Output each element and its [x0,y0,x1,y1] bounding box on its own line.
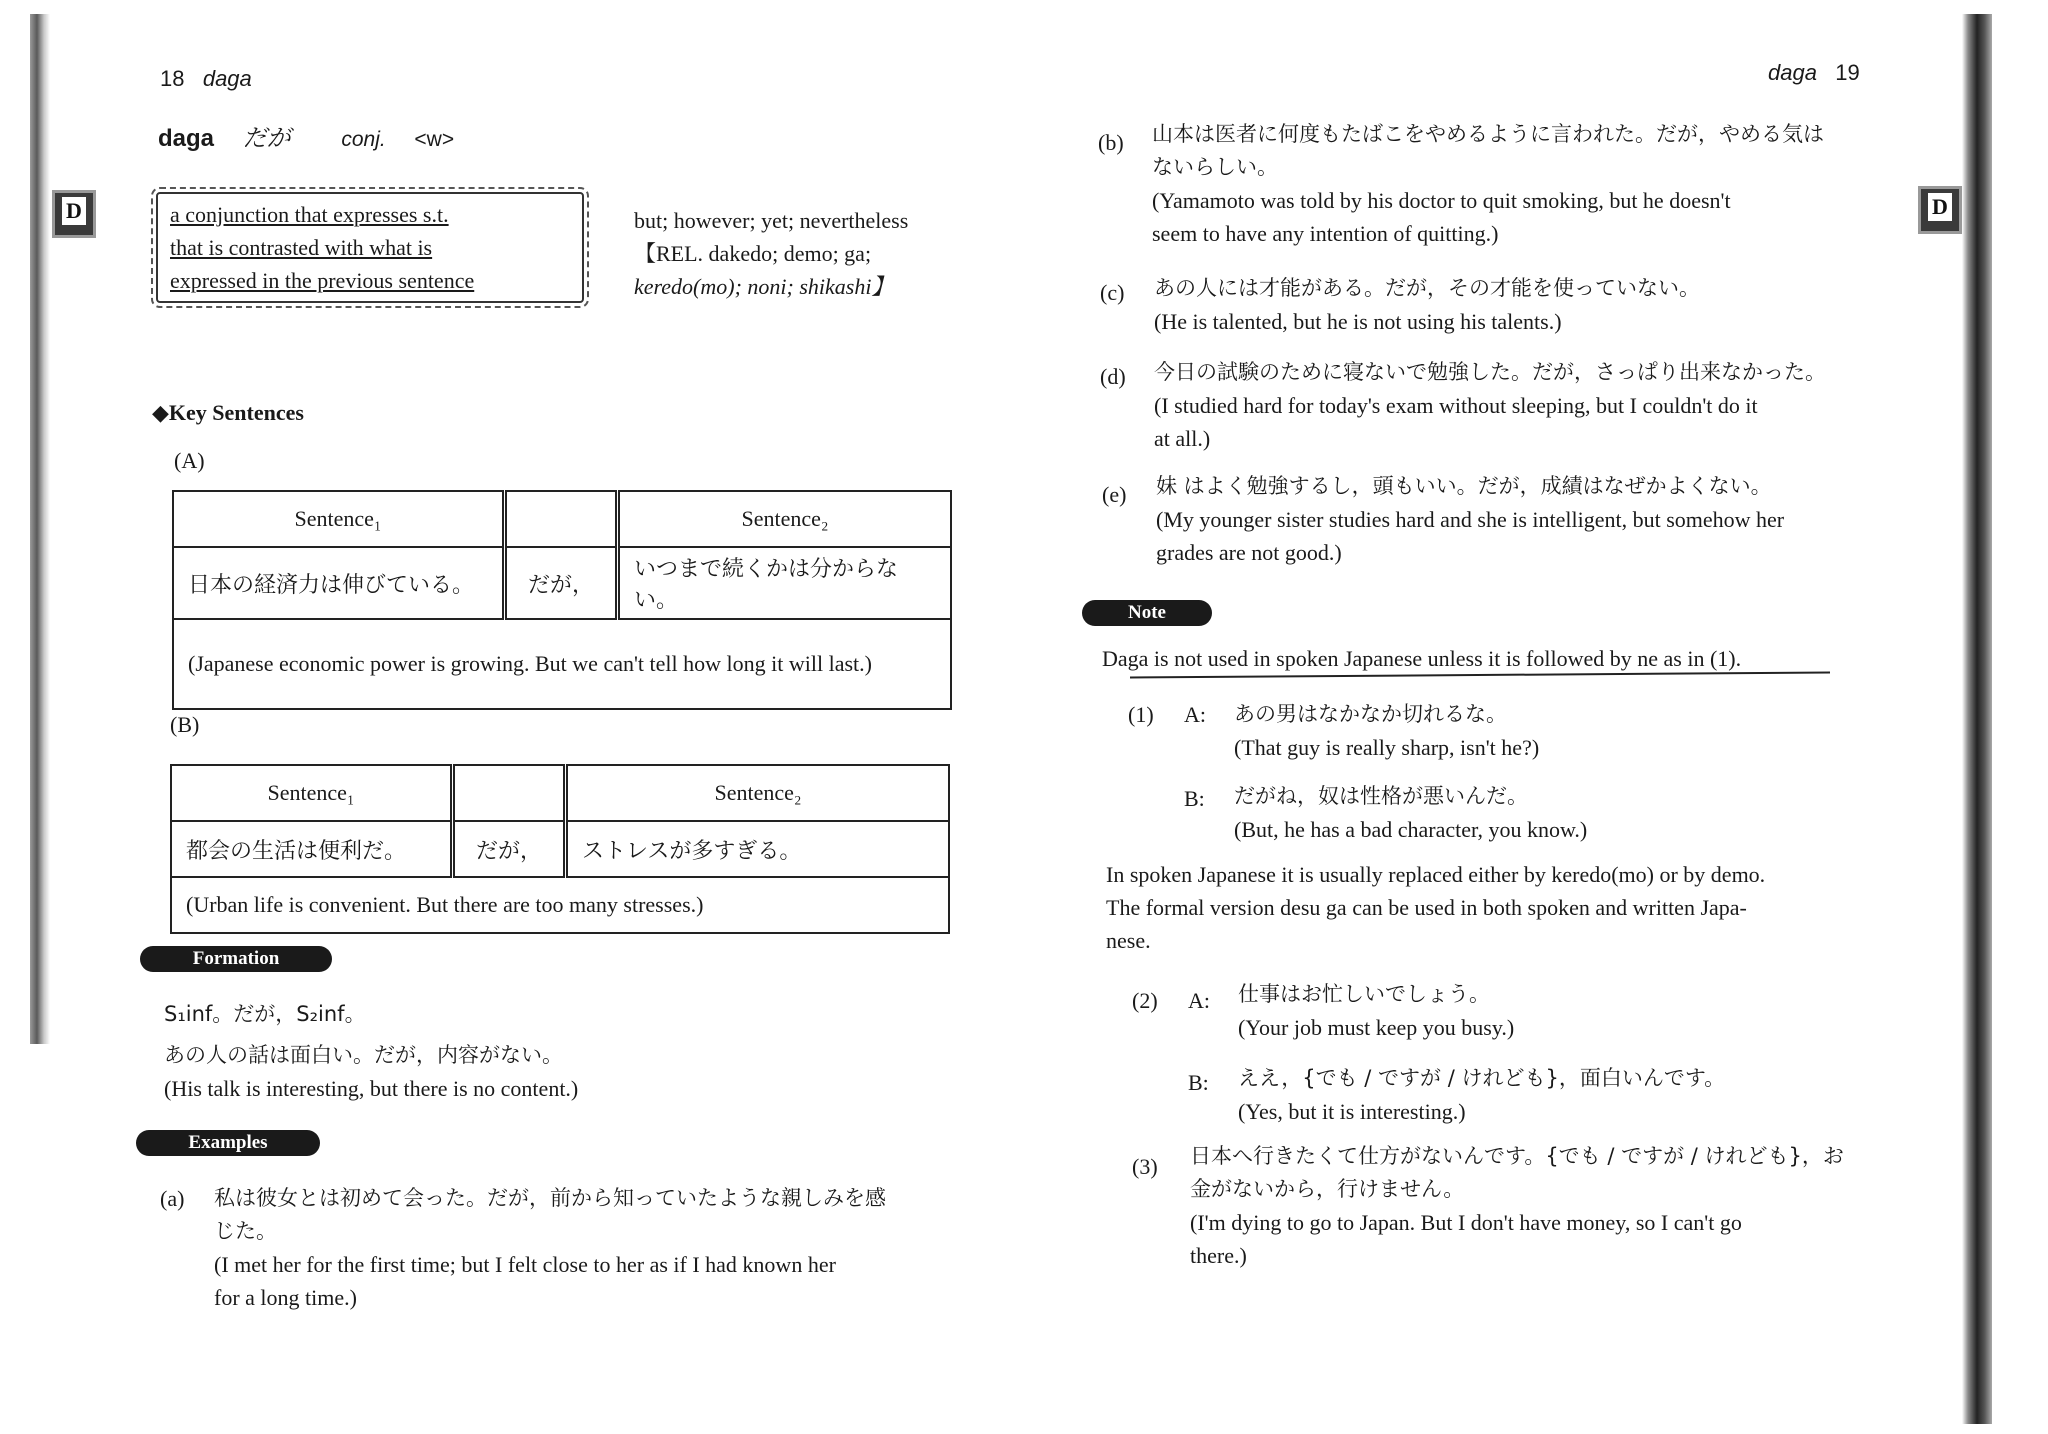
example-en: (I studied hard for today's exam without sleeping, but I couldn't do it [1154,393,1758,418]
dialog1-b [1234,780,1587,846]
example-label: (c) [1100,280,1125,305]
formation-pattern: S₁inf。だが，S₂inf。 [164,1002,366,1026]
example-jp: 私は彼女とは初めて会った。だが，前から知っていたような親しみを感 [214,1186,886,1210]
table-a-label: (A) [174,448,205,473]
speaker-label: B: [1188,1070,1209,1095]
table-header-empty [453,765,566,821]
example-b [1152,118,1882,250]
entry-heading [158,118,454,153]
example-jp: あの人には才能がある。だが，その才能を使っていない。 [1154,276,1700,300]
dialog-number: (2) [1132,988,1158,1013]
dialog-en: (Your job must keep you busy.) [1238,1015,1515,1040]
example-3 [1190,1140,1890,1272]
translation-cell: (Japanese economic power is growing. But we can't tell how long it will last.) [173,619,951,709]
sentence2-cell: いつまで続くかは分からない。 [618,547,952,619]
dialog-jp: 仕事はお忙しいでしょう。 [1238,982,1490,1006]
section-tab-right [1918,186,1962,234]
dialog-en: (Yes, but it is interesting.) [1238,1099,1466,1124]
definition-line: that is contrasted with what is [170,235,433,260]
gloss-line: 【REL. dakedo; demo; ga; [634,241,872,266]
example-jp: 日本へ行きたくて仕方がないんです。{でも / ですが / けれども}，お [1190,1144,1844,1168]
example-e [1156,470,1886,569]
dialog-jp: ええ，{でも / ですが / けれども}，面白いんです。 [1238,1066,1726,1090]
tab-letter: D [62,197,86,225]
section-tab-left [52,190,96,238]
sentence1-cell: 日本の経済力は伸びている。 [173,547,505,619]
page-number: 19 [1835,60,1860,85]
left-page-header [160,66,252,92]
note-text: Daga is not used in spoken Japanese unless it is followed by ne as in (1). [1102,646,1742,671]
example-en: for a long time.) [214,1285,357,1310]
example-en: (I met her for the first time; but I felt close to her as if I had known her [214,1252,836,1277]
tab-letter: D [1928,193,1952,221]
example-en: (He is talented, but he is not using his talents.) [1154,309,1562,334]
paragraph-line: In spoken Japanese it is usually replaced either by keredo(mo) or by demo. [1106,862,1766,887]
speaker-label: A: [1184,702,1206,727]
definition-line: a conjunction that expresses s.t. [170,202,449,227]
paragraph-line: nese. [1106,928,1151,953]
running-head: daga [1768,60,1817,85]
left-page-edge-shadow [30,14,50,1044]
table-header-sentence1: Sentence₁ [173,491,505,547]
example-c [1154,272,1884,338]
dialog-jp: だがね，奴は性格が悪いんだ。 [1234,784,1528,808]
example-jp: 金がないから，行けません。 [1190,1177,1465,1201]
example-jp: 今日の試験のために寝ないで勉強した。だが，さっぱり出来なかった。 [1154,360,1826,384]
dialog-jp: あの男はなかなか切れるな。 [1234,702,1507,726]
formation-badge: Formation [140,946,332,972]
example-en: grades are not good.) [1156,540,1342,565]
key-sentence-table-a [172,490,952,710]
table-header-sentence2: Sentence₂ [566,765,950,821]
definition-box [156,192,584,303]
dialog1-a [1234,698,1539,764]
example-label: (d) [1100,364,1126,389]
dialog-en: (But, he has a bad character, you know.) [1234,817,1588,842]
part-of-speech: conj. [341,128,386,151]
formation-block [164,998,578,1105]
examples-badge: Examples [136,1130,320,1156]
example-jp: ないらしい。 [1152,155,1278,179]
speaker-label: B: [1184,786,1205,811]
gloss-line: keredo(mo); noni; shikashi】 [634,274,894,299]
example-en: (My younger sister studies hard and she is intelligent, but somehow her [1156,507,1785,532]
right-page-header [1768,60,1860,86]
conjunction-cell: だが， [453,821,566,877]
translation-cell: (Urban life is convenient. But there are too many stresses.) [171,877,949,933]
dialog2-b [1238,1062,1725,1128]
formation-example-en: (His talk is interesting, but there is no content.) [164,1076,579,1101]
sentence2-cell: ストレスが多すぎる。 [566,821,950,877]
example-jp: 妹 はよく勉強するし，頭もいい。だが，成績はなぜかよくない。 [1156,474,1772,498]
example-en: there.) [1190,1243,1247,1268]
table-b-label: (B) [170,712,200,737]
example-jp: 山本は医者に何度もたばこをやめるように言われた。だが，やめる気は [1152,122,1824,146]
example-d [1154,356,1884,455]
entry-kana: だが [242,124,291,152]
example-a [214,1182,954,1314]
table-header-sentence1: Sentence₁ [171,765,453,821]
example-label: (a) [160,1186,185,1211]
dialog-en: (That guy is really sharp, isn't he?) [1234,735,1540,760]
paragraph-line: The formal version desu ga can be used in both spoken and written Japa- [1106,895,1747,920]
register-tag: <w> [414,128,455,151]
speaker-label: A: [1188,988,1210,1013]
note-badge: Note [1082,600,1212,626]
example-label: (e) [1102,482,1127,507]
definition-line: expressed in the previous sentence [170,268,475,293]
table-header-empty [505,491,618,547]
entry-word: daga [158,125,215,152]
example-en: at all.) [1154,426,1211,451]
example-en: (I'm dying to go to Japan. But I don't have money, so I can't go [1190,1210,1742,1235]
conjunction-cell: だが， [505,547,618,619]
key-sentences-title: ◆Key Sentences [152,400,304,425]
gloss-line: but; however; yet; nevertheless [634,208,909,233]
right-page-edge-shadow [1962,14,1992,1424]
note-paragraph [1106,858,1886,957]
table-header-sentence2: Sentence₂ [618,491,952,547]
formation-example-jp: あの人の話は面白い。だが，内容がない。 [164,1043,563,1067]
example-label: (b) [1098,130,1124,155]
dialog-number: (3) [1132,1154,1158,1179]
example-jp: じた。 [214,1219,277,1243]
example-en: (Yamamoto was told by his doctor to quit smoking, but he doesn't [1152,188,1731,213]
example-en: seem to have any intention of quitting.) [1152,221,1499,246]
dialog2-a [1238,978,1514,1044]
key-sentence-table-b [170,764,950,934]
page-number: 18 [160,66,185,91]
dialog-number: (1) [1128,702,1154,727]
sentence1-cell: 都会の生活は便利だ。 [171,821,453,877]
running-head: daga [202,66,252,91]
gloss [634,204,908,303]
